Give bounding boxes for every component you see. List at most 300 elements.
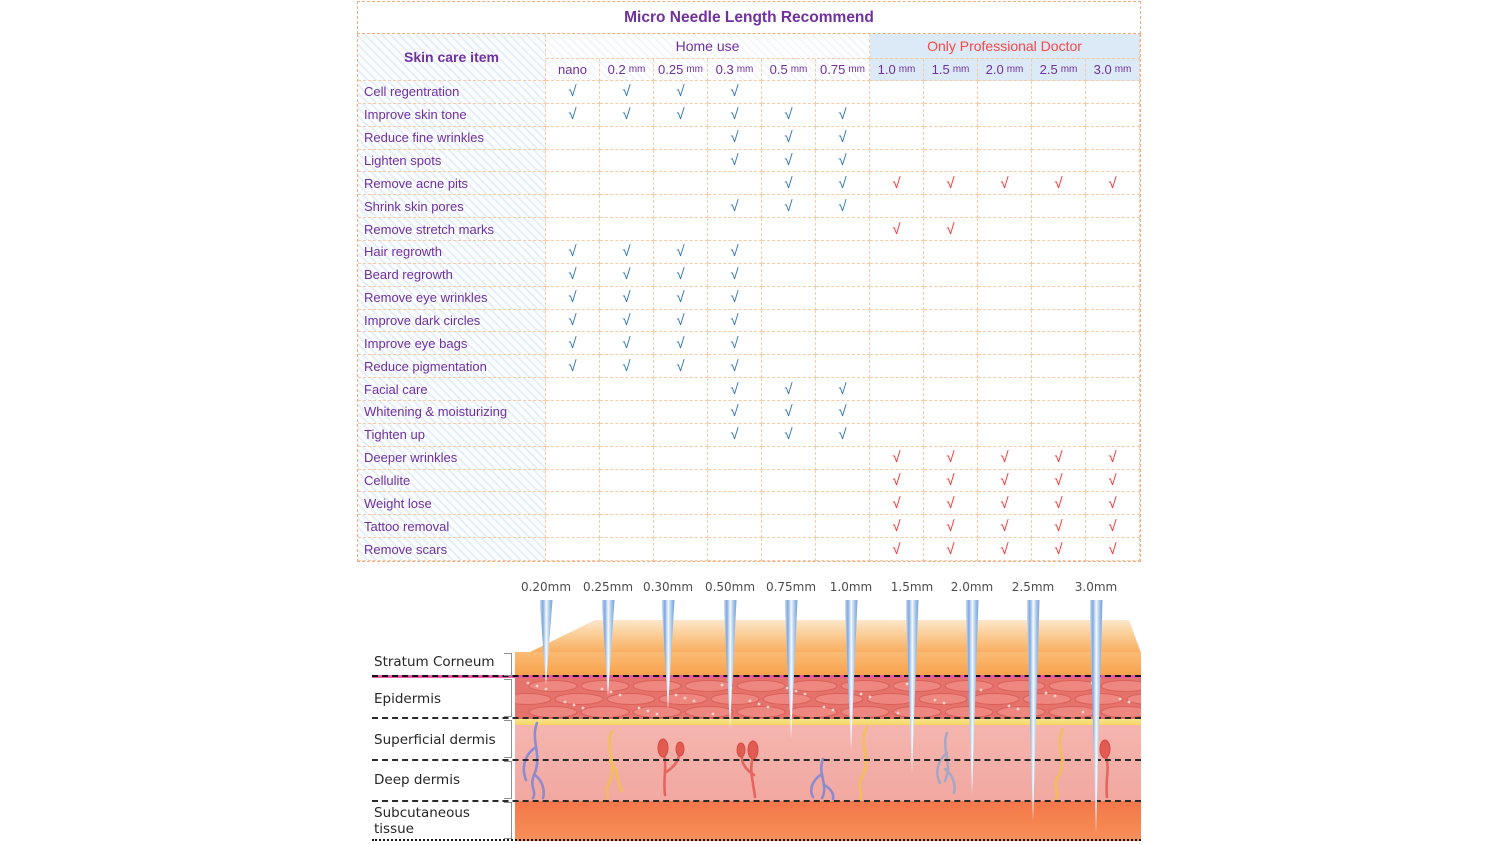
check-cell [708, 492, 762, 515]
check-cell [708, 538, 762, 561]
check-cell [870, 355, 924, 378]
check-cell [924, 264, 978, 287]
check-cell [1032, 218, 1086, 241]
needle-length-label: 2.5mm [1011, 580, 1055, 594]
check-cell [600, 172, 654, 195]
check-cell [870, 150, 924, 173]
check-cell: √ [708, 378, 762, 401]
check-cell: √ [816, 378, 870, 401]
item-label: Shrink skin pores [358, 195, 546, 218]
check-cell [978, 264, 1032, 287]
layer-label: Superficial dermis [374, 732, 496, 748]
check-cell: √ [708, 310, 762, 333]
check-cell: √ [816, 401, 870, 424]
boundary-line-bottom [372, 839, 1141, 841]
check-cell: √ [870, 172, 924, 195]
check-cell: √ [1086, 538, 1140, 561]
check-cell [762, 515, 816, 538]
check-cell: √ [1086, 447, 1140, 470]
item-label: Hair regrowth [358, 241, 546, 264]
layer-subcutaneous [515, 801, 1141, 841]
check-cell [924, 195, 978, 218]
check-cell: √ [978, 470, 1032, 493]
check-cell [816, 538, 870, 561]
check-cell [600, 492, 654, 515]
check-cell [870, 424, 924, 447]
check-cell [1086, 81, 1140, 104]
check-cell: √ [978, 515, 1032, 538]
check-cell [924, 378, 978, 401]
layer-bracket [504, 720, 512, 758]
check-cell [816, 81, 870, 104]
epidermis-cells-texture [515, 678, 1141, 719]
check-cell: √ [1086, 492, 1140, 515]
check-cell [546, 470, 600, 493]
check-cell [762, 447, 816, 470]
check-cell [1086, 127, 1140, 150]
check-cell [546, 378, 600, 401]
check-cell [708, 218, 762, 241]
check-cell [1032, 241, 1086, 264]
check-cell [1086, 378, 1140, 401]
check-cell [870, 378, 924, 401]
basement-membrane-band [515, 719, 1141, 725]
check-cell [924, 81, 978, 104]
check-cell [546, 150, 600, 173]
needle-length-label: 1.5mm [890, 580, 934, 594]
check-cell [600, 515, 654, 538]
check-cell: √ [708, 104, 762, 127]
check-cell [870, 127, 924, 150]
check-cell: √ [924, 515, 978, 538]
check-cell: √ [600, 355, 654, 378]
check-cell [654, 515, 708, 538]
check-cell: √ [870, 447, 924, 470]
check-cell [654, 447, 708, 470]
check-cell [924, 287, 978, 310]
check-cell [546, 127, 600, 150]
check-cell [546, 492, 600, 515]
check-cell: √ [546, 241, 600, 264]
check-cell [600, 447, 654, 470]
check-cell [708, 447, 762, 470]
check-cell [1086, 310, 1140, 333]
check-cell [978, 287, 1032, 310]
check-cell: √ [600, 81, 654, 104]
check-cell: √ [546, 104, 600, 127]
check-cell [654, 172, 708, 195]
check-cell [816, 332, 870, 355]
check-cell [600, 150, 654, 173]
needle-3.0mm [1090, 600, 1103, 833]
check-cell [816, 241, 870, 264]
needle-1.5mm [906, 600, 919, 773]
column-header-0.3: 0.3 mm [708, 59, 762, 81]
layer-label: Epidermis [374, 691, 441, 707]
check-cell [654, 127, 708, 150]
needle-0.25mm [602, 600, 615, 697]
check-cell [870, 287, 924, 310]
check-cell: √ [546, 264, 600, 287]
check-cell [762, 287, 816, 310]
check-cell: √ [816, 150, 870, 173]
needle-table-grid [357, 34, 1141, 562]
check-cell [816, 470, 870, 493]
check-cell [978, 310, 1032, 333]
layer-label: Subcutaneous tissue [374, 805, 470, 838]
check-cell [924, 310, 978, 333]
check-cell [978, 81, 1032, 104]
column-header-0.5: 0.5 mm [762, 59, 816, 81]
check-cell [924, 332, 978, 355]
check-cell [546, 195, 600, 218]
check-cell: √ [816, 195, 870, 218]
check-cell [762, 355, 816, 378]
needle-length-label: 0.50mm [704, 580, 756, 594]
check-cell [978, 127, 1032, 150]
check-cell [546, 401, 600, 424]
layer-label: Deep dermis [374, 772, 460, 788]
check-cell [1086, 195, 1140, 218]
column-header-nano: nano [546, 59, 600, 81]
check-cell [546, 218, 600, 241]
needle-2.5mm [1027, 600, 1040, 822]
layer-label: Stratum Corneum [374, 654, 495, 670]
needle-length-label: 0.75mm [765, 580, 817, 594]
check-cell: √ [600, 264, 654, 287]
check-cell [978, 332, 1032, 355]
check-cell [1086, 264, 1140, 287]
check-cell: √ [1032, 470, 1086, 493]
boundary-line-epidermis-dermis [372, 717, 1141, 719]
check-cell [762, 470, 816, 493]
item-label: Remove scars [358, 538, 546, 561]
check-cell [1032, 81, 1086, 104]
check-cell [1032, 287, 1086, 310]
check-cell [870, 332, 924, 355]
item-label: Deeper wrinkles [358, 447, 546, 470]
check-cell [1032, 127, 1086, 150]
check-cell: √ [546, 332, 600, 355]
check-cell: √ [654, 81, 708, 104]
check-cell [600, 470, 654, 493]
item-label: Remove eye wrinkles [358, 287, 546, 310]
check-cell [762, 218, 816, 241]
dermis-vessels-illustration [515, 719, 1141, 801]
item-label: Whitening & moisturizing [358, 401, 546, 424]
check-cell: √ [924, 447, 978, 470]
check-cell: √ [924, 538, 978, 561]
needle-2.0mm [966, 600, 979, 795]
check-cell: √ [870, 470, 924, 493]
check-cell: √ [654, 104, 708, 127]
check-cell [1086, 150, 1140, 173]
check-cell [762, 81, 816, 104]
check-cell [870, 241, 924, 264]
check-cell [978, 378, 1032, 401]
boundary-line-superficial-deep [372, 759, 1141, 761]
needle-1.0mm [845, 600, 858, 750]
check-cell: √ [654, 241, 708, 264]
check-cell [1032, 332, 1086, 355]
group-header-professional: Only Professional Doctor [870, 34, 1140, 59]
check-cell [816, 447, 870, 470]
check-cell: √ [1032, 515, 1086, 538]
check-cell [1086, 218, 1140, 241]
check-cell [654, 492, 708, 515]
check-cell [1032, 104, 1086, 127]
check-cell: √ [1086, 172, 1140, 195]
check-cell: √ [600, 332, 654, 355]
check-cell: √ [762, 150, 816, 173]
layer-bracket [504, 761, 512, 799]
check-cell [924, 104, 978, 127]
check-cell: √ [708, 355, 762, 378]
check-cell [546, 515, 600, 538]
check-cell [816, 287, 870, 310]
check-cell [600, 424, 654, 447]
check-cell: √ [1032, 172, 1086, 195]
check-cell [924, 355, 978, 378]
item-label: Facial care [358, 378, 546, 401]
check-cell [762, 310, 816, 333]
item-label: Cell regentration [358, 81, 546, 104]
layer-bracket [504, 653, 512, 676]
check-cell: √ [654, 332, 708, 355]
group-header-home-use: Home use [546, 34, 870, 59]
check-cell [1032, 264, 1086, 287]
check-cell: √ [600, 104, 654, 127]
check-cell: √ [978, 172, 1032, 195]
check-cell: √ [762, 401, 816, 424]
check-cell: √ [654, 355, 708, 378]
check-cell [1086, 332, 1140, 355]
check-cell: √ [816, 172, 870, 195]
check-cell [654, 424, 708, 447]
check-cell [1032, 378, 1086, 401]
check-cell: √ [708, 401, 762, 424]
boundary-line-stratum-epidermis [372, 675, 1141, 678]
check-cell [600, 401, 654, 424]
check-cell [654, 150, 708, 173]
layer-bracket [504, 802, 512, 839]
check-cell: √ [762, 127, 816, 150]
needle-length-label: 2.0mm [950, 580, 994, 594]
check-cell [1086, 401, 1140, 424]
check-cell [654, 470, 708, 493]
check-cell [708, 470, 762, 493]
check-cell [1032, 401, 1086, 424]
check-cell: √ [978, 492, 1032, 515]
check-cell [708, 172, 762, 195]
layer-bracket [504, 679, 512, 717]
check-cell: √ [762, 378, 816, 401]
check-cell: √ [654, 264, 708, 287]
needle-0.20mm [540, 600, 553, 685]
check-cell: √ [762, 104, 816, 127]
check-cell: √ [708, 81, 762, 104]
check-cell: √ [816, 104, 870, 127]
skin-block-top-face [515, 620, 1141, 653]
check-cell [1032, 424, 1086, 447]
check-cell: √ [762, 172, 816, 195]
check-cell [870, 264, 924, 287]
column-header-1.0: 1.0 mm [870, 59, 924, 81]
check-cell [978, 424, 1032, 447]
check-cell [546, 447, 600, 470]
check-cell: √ [708, 127, 762, 150]
check-cell [762, 241, 816, 264]
check-cell: √ [708, 332, 762, 355]
check-cell: √ [1086, 470, 1140, 493]
check-cell [870, 310, 924, 333]
item-label: Tighten up [358, 424, 546, 447]
check-cell [654, 538, 708, 561]
check-cell [816, 515, 870, 538]
check-cell [600, 378, 654, 401]
check-cell: √ [546, 310, 600, 333]
check-cell [870, 81, 924, 104]
column-header-2.0: 2.0 mm [978, 59, 1032, 81]
check-cell [870, 195, 924, 218]
check-cell: √ [870, 538, 924, 561]
item-label: Remove stretch marks [358, 218, 546, 241]
check-cell [816, 218, 870, 241]
check-cell: √ [708, 241, 762, 264]
check-cell [816, 264, 870, 287]
check-cell: √ [708, 150, 762, 173]
check-cell [762, 538, 816, 561]
check-cell [924, 401, 978, 424]
recommendation-table [357, 1, 1141, 562]
check-cell [816, 355, 870, 378]
check-cell [600, 127, 654, 150]
column-header-0.75: 0.75 mm [816, 59, 870, 81]
check-cell [870, 104, 924, 127]
check-cell [816, 310, 870, 333]
check-cell [600, 218, 654, 241]
check-cell: √ [600, 287, 654, 310]
check-cell [708, 515, 762, 538]
table-title: Micro Needle Length Recommend [357, 1, 1141, 34]
check-cell: √ [708, 195, 762, 218]
check-cell: √ [924, 218, 978, 241]
check-cell [762, 492, 816, 515]
check-cell: √ [870, 492, 924, 515]
item-label: Reduce pigmentation [358, 355, 546, 378]
check-cell [1086, 104, 1140, 127]
check-cell: √ [924, 172, 978, 195]
check-cell [978, 104, 1032, 127]
needle-length-label: 0.30mm [642, 580, 694, 594]
check-cell [654, 378, 708, 401]
check-cell [978, 355, 1032, 378]
check-cell [870, 401, 924, 424]
check-cell: √ [1032, 447, 1086, 470]
check-cell [924, 150, 978, 173]
check-cell [1032, 150, 1086, 173]
check-cell [1086, 355, 1140, 378]
needle-length-label: 3.0mm [1074, 580, 1118, 594]
check-cell [1032, 355, 1086, 378]
corner-header: Skin care item [358, 34, 546, 81]
column-header-3.0: 3.0 mm [1086, 59, 1140, 81]
check-cell [762, 264, 816, 287]
item-label: Tattoo removal [358, 515, 546, 538]
check-cell: √ [600, 310, 654, 333]
check-cell: √ [870, 218, 924, 241]
check-cell: √ [816, 127, 870, 150]
check-cell [600, 195, 654, 218]
check-cell: √ [708, 287, 762, 310]
item-label: Improve skin tone [358, 104, 546, 127]
check-cell: √ [924, 492, 978, 515]
check-cell [654, 401, 708, 424]
check-cell: √ [546, 81, 600, 104]
check-cell [546, 424, 600, 447]
check-cell [978, 401, 1032, 424]
item-label: Improve dark circles [358, 310, 546, 333]
check-cell [1086, 287, 1140, 310]
check-cell: √ [978, 447, 1032, 470]
item-label: Weight lose [358, 492, 546, 515]
check-cell [978, 150, 1032, 173]
check-cell [546, 538, 600, 561]
check-cell [546, 172, 600, 195]
check-cell [978, 218, 1032, 241]
check-cell [1086, 241, 1140, 264]
item-label: Remove acne pits [358, 172, 546, 195]
check-cell [762, 332, 816, 355]
check-cell: √ [1032, 538, 1086, 561]
check-cell [1032, 195, 1086, 218]
check-cell: √ [1032, 492, 1086, 515]
check-cell [924, 424, 978, 447]
check-cell: √ [600, 241, 654, 264]
check-cell [816, 492, 870, 515]
check-cell [978, 195, 1032, 218]
check-cell [654, 218, 708, 241]
needle-0.50mm [724, 600, 737, 729]
check-cell: √ [762, 195, 816, 218]
column-header-0.2: 0.2 mm [600, 59, 654, 81]
needle-length-label: 1.0mm [829, 580, 873, 594]
needle-0.30mm [662, 600, 675, 710]
check-cell: √ [978, 538, 1032, 561]
layer-epidermis [515, 678, 1141, 719]
column-header-2.5: 2.5 mm [1032, 59, 1086, 81]
check-cell [1086, 424, 1140, 447]
check-cell: √ [708, 264, 762, 287]
check-cell: √ [546, 287, 600, 310]
check-cell: √ [1086, 515, 1140, 538]
check-cell: √ [924, 470, 978, 493]
needle-length-label: 0.25mm [582, 580, 634, 594]
check-cell [924, 241, 978, 264]
check-cell [978, 241, 1032, 264]
check-cell: √ [654, 310, 708, 333]
boundary-line-deep-subcutaneous [372, 800, 1141, 802]
check-cell: √ [708, 424, 762, 447]
needle-0.75mm [785, 600, 798, 739]
check-cell: √ [762, 424, 816, 447]
needle-length-label: 0.20mm [520, 580, 572, 594]
check-cell: √ [546, 355, 600, 378]
check-cell [600, 538, 654, 561]
column-header-1.5: 1.5 mm [924, 59, 978, 81]
check-cell [654, 195, 708, 218]
layer-dermis [515, 725, 1141, 801]
